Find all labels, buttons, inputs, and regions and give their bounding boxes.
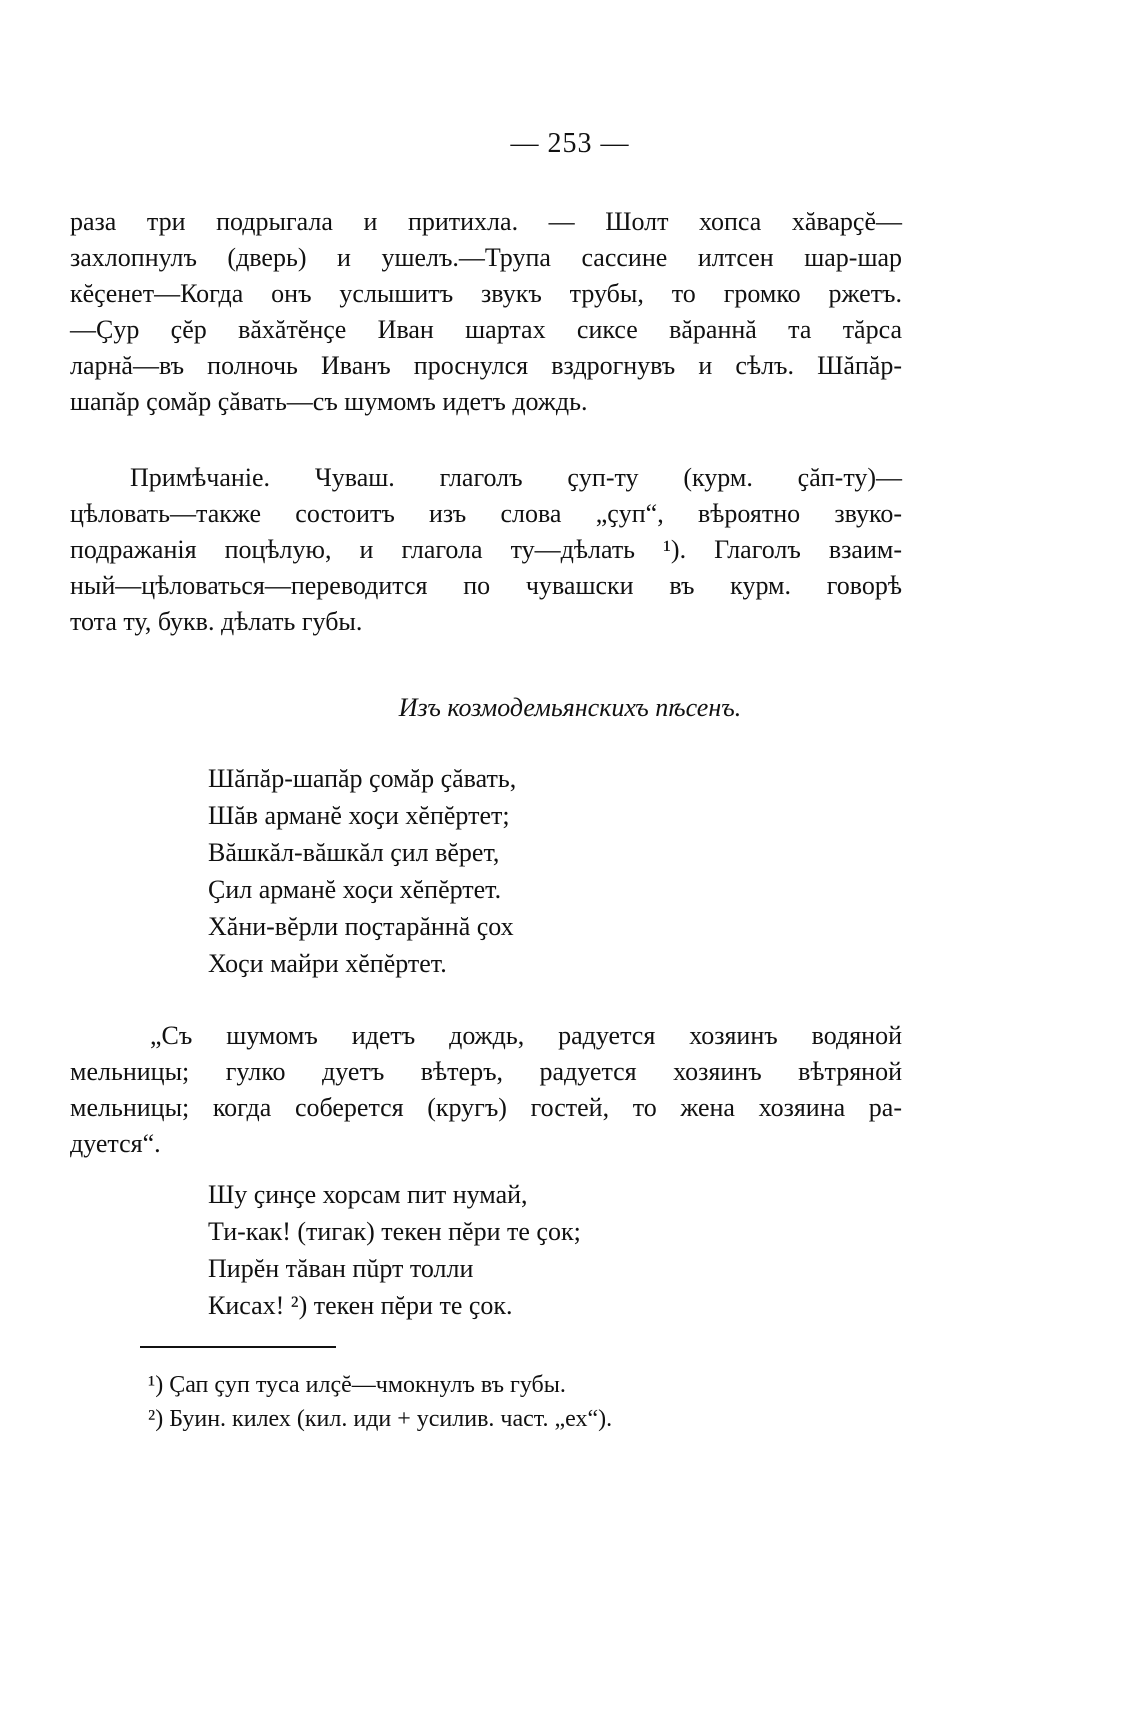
poem-line: Вăшкăл-вăшкăл ҫил вĕрет, — [208, 838, 500, 867]
poem-line: Шăв арманĕ хоҫи хĕпĕртет; — [208, 801, 510, 830]
poem-line: Шу ҫинҫе хорсам пит нумай, — [208, 1180, 528, 1209]
poem-line: Хоҫи майри хĕпĕртет. — [208, 949, 447, 978]
poem-line: Пирĕн тăван пŭрт толли — [208, 1254, 474, 1283]
text-line: шапăр ҫомăр ҫăвать—съ шумомъ идетъ дождь. — [70, 387, 588, 416]
footnote: ¹) Ҫап ҫуп туса илҫĕ—чмокнулъ въ губы. — [148, 1372, 566, 1398]
text-line: мельницы; гулко дуетъ вѣтеръ, радуется хозяинъ вѣтряной — [70, 1057, 902, 1086]
text-line: захлопнулъ (дверь) и ушелъ.—Трупа сассине илтсен шар-шар — [70, 243, 902, 272]
text-line: мельницы; когда соберется (кругъ) гостей, то жена хозяина ра- — [70, 1093, 902, 1122]
text-line: цѣловать—также состоитъ изъ слова „ҫуп“, вѣроятно звуко- — [70, 499, 902, 528]
text-line: ларнă—въ полночь Иванъ проснулся вздрогнувъ и сѣлъ. Шăпăр- — [70, 351, 902, 380]
paragraph-note — [70, 460, 902, 640]
footnote: ²) Буин. килех (кил. иди + усилив. част. „ех“). — [148, 1406, 613, 1432]
paragraph-translation — [70, 1018, 902, 1162]
text-line: тота ту, букв. дѣлать губы. — [70, 607, 363, 636]
paragraph-examples — [70, 204, 902, 420]
text-line: кĕҫенет—Когда онъ услышитъ звукъ трубы, то громко ржетъ. — [70, 279, 902, 308]
poem-line: Хăни-вĕрли поҫтарăннă ҫох — [208, 912, 514, 941]
poem-stanza-2 — [208, 1176, 908, 1324]
text-line: подражанія поцѣлую, и глагола ту—дѣлать ¹). Глаголъ взаим- — [70, 535, 902, 564]
poem-stanza-1 — [208, 760, 908, 982]
text-line: „Съ шумомъ идетъ дождь, радуется хозяинъ водяной — [150, 1021, 902, 1050]
poem-line: Ти-как! (тигак) текен пĕри те ҫок; — [208, 1217, 581, 1246]
text-line: раза три подрыгала и притихла. — Шолт хопса хăварҫĕ— — [70, 207, 902, 236]
footnote-divider — [140, 1346, 336, 1348]
poem-line: Кисах! ²) текен пĕри те ҫок. — [208, 1291, 513, 1320]
section-heading: Изъ козмодемьянскихъ пѣсенъ. — [398, 693, 742, 722]
footnotes — [148, 1368, 908, 1436]
page-number: — 253 — — [510, 128, 630, 159]
poem-line: Ҫил арманĕ хоҫи хĕпĕртет. — [208, 875, 502, 904]
poem-line: Шăпăр-шапăр ҫомăр ҫăвать, — [208, 764, 517, 793]
text-line: Примѣчаніе. Чуваш. глаголъ ҫуп-ту (курм. ҫăп-ту)— — [130, 463, 902, 492]
text-line: ный—цѣловаться—переводится по чувашски въ курм. говорѣ — [70, 571, 902, 600]
text-line: дуется“. — [70, 1129, 161, 1158]
text-line: —Ҫур ҫĕр вăхăтĕнҫе Иван шартах сиксе вăраннă та тăрса — [70, 315, 902, 344]
